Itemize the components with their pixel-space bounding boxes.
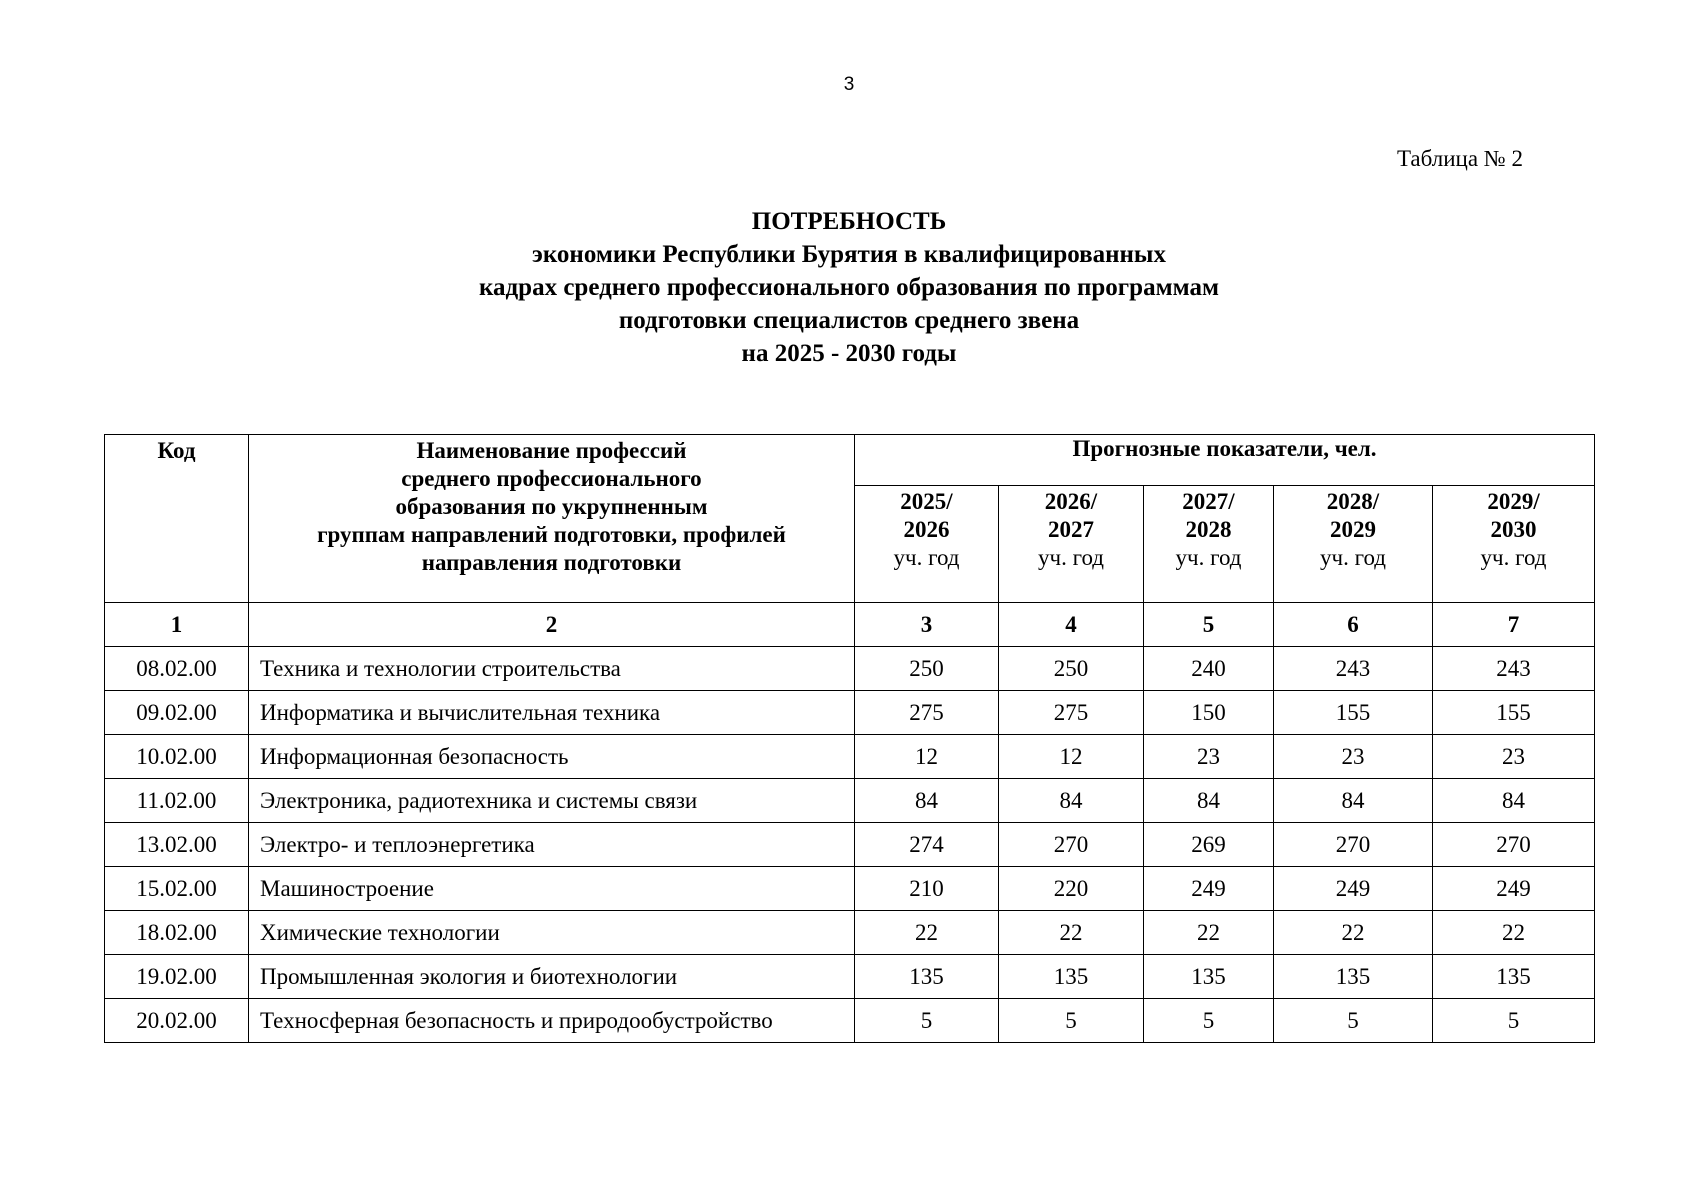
row-value: 270 <box>1433 823 1595 867</box>
year-line: 2029 <box>1330 517 1376 542</box>
year-line: уч. год <box>893 545 960 570</box>
table-row <box>105 691 1595 735</box>
row-value: 5 <box>1274 999 1433 1043</box>
header-year <box>999 486 1144 603</box>
header-name-line: направления подготовки <box>421 550 682 575</box>
table-row <box>105 647 1595 691</box>
row-value: 23 <box>1433 735 1595 779</box>
row-name: Информатика и вычислительная техника <box>249 691 855 735</box>
table-label: Таблица № 2 <box>1396 146 1523 171</box>
row-value: 84 <box>1144 779 1274 823</box>
year-line: 2026/ <box>1044 489 1098 514</box>
header-year <box>1433 486 1595 603</box>
row-name: Электроника, радиотехника и системы связи <box>249 779 855 823</box>
year-line: 2027/ <box>1182 489 1235 514</box>
row-name: Техника и технологии строительства <box>249 647 855 691</box>
year-line: 2028 <box>1185 517 1232 542</box>
demand-table <box>104 434 1595 1043</box>
title-line: на 2025 - 2030 годы <box>741 340 957 367</box>
row-value: 240 <box>1144 647 1274 691</box>
header-year <box>1144 486 1274 603</box>
table-row <box>105 735 1595 779</box>
year-line: 2025/ <box>900 489 953 514</box>
table-row <box>105 779 1595 823</box>
row-value: 220 <box>999 867 1144 911</box>
row-value: 135 <box>1144 955 1274 999</box>
row-name: Химические технологии <box>249 911 855 955</box>
year-line: 2026 <box>903 517 950 542</box>
row-value: 249 <box>1433 867 1595 911</box>
row-value: 22 <box>999 911 1144 955</box>
header-year <box>855 486 999 603</box>
header-name-line: Наименование профессий <box>416 438 687 463</box>
row-value: 270 <box>1274 823 1433 867</box>
row-value: 243 <box>1274 647 1433 691</box>
row-value: 270 <box>999 823 1144 867</box>
row-value: 243 <box>1433 647 1595 691</box>
year-line: 2028/ <box>1326 489 1380 514</box>
table-row <box>105 823 1595 867</box>
title-line: подготовки специалистов среднего звена <box>618 307 1080 334</box>
row-value: 249 <box>1144 867 1274 911</box>
header-forecast: Прогнозные показатели, чел. <box>855 435 1595 486</box>
row-value: 84 <box>855 779 999 823</box>
row-value: 23 <box>1144 735 1274 779</box>
row-code: 13.02.00 <box>105 823 249 867</box>
column-number: 7 <box>1433 603 1595 647</box>
row-code: 20.02.00 <box>105 999 249 1043</box>
row-value: 250 <box>999 647 1144 691</box>
row-value: 150 <box>1144 691 1274 735</box>
title-line: экономики Республики Бурятия в квалифицированных <box>532 241 1166 268</box>
page-number: 3 <box>843 74 855 95</box>
header-name-line: образования по укрупненным <box>395 494 708 519</box>
row-value: 275 <box>999 691 1144 735</box>
row-value: 135 <box>1433 955 1595 999</box>
column-number: 4 <box>999 603 1144 647</box>
row-value: 23 <box>1274 735 1433 779</box>
table-row <box>105 999 1595 1043</box>
row-value: 22 <box>1274 911 1433 955</box>
row-value: 155 <box>1433 691 1595 735</box>
header-name <box>249 435 855 603</box>
row-code: 08.02.00 <box>105 647 249 691</box>
row-value: 269 <box>1144 823 1274 867</box>
year-line: уч. год <box>1175 545 1242 570</box>
year-line: 2029/ <box>1487 489 1540 514</box>
row-value: 22 <box>1144 911 1274 955</box>
header-year <box>1274 486 1433 603</box>
row-name: Промышленная экология и биотехнологии <box>249 955 855 999</box>
year-line: 2027 <box>1048 517 1094 542</box>
row-value: 274 <box>855 823 999 867</box>
row-value: 84 <box>1433 779 1595 823</box>
row-value: 135 <box>1274 955 1433 999</box>
row-code: 09.02.00 <box>105 691 249 735</box>
table-row <box>105 911 1595 955</box>
year-line: уч. год <box>1480 545 1547 570</box>
year-line: уч. год <box>1320 545 1386 570</box>
column-numbers-row <box>105 603 1595 647</box>
column-number: 5 <box>1144 603 1274 647</box>
row-name: Информационная безопасность <box>249 735 855 779</box>
row-value: 155 <box>1274 691 1433 735</box>
row-code: 11.02.00 <box>105 779 249 823</box>
row-value: 12 <box>855 735 999 779</box>
row-code: 19.02.00 <box>105 955 249 999</box>
row-value: 5 <box>1144 999 1274 1043</box>
column-number: 2 <box>249 603 855 647</box>
row-value: 84 <box>999 779 1144 823</box>
header-name-line: группам направлений подготовки, профилей <box>317 522 786 547</box>
header-code: Код <box>105 435 249 603</box>
year-line: 2030 <box>1490 517 1537 542</box>
row-value: 250 <box>855 647 999 691</box>
row-value: 210 <box>855 867 999 911</box>
row-value: 5 <box>855 999 999 1043</box>
row-code: 10.02.00 <box>105 735 249 779</box>
header-name-line: среднего профессионального <box>401 466 702 491</box>
table-row <box>105 867 1595 911</box>
row-value: 12 <box>999 735 1144 779</box>
table-row <box>105 955 1595 999</box>
year-line: уч. год <box>1038 545 1104 570</box>
title-line: кадрах среднего профессионального образования по программам <box>479 274 1219 301</box>
row-value: 5 <box>999 999 1144 1043</box>
row-value: 249 <box>1274 867 1433 911</box>
document-title <box>0 205 1698 370</box>
row-value: 275 <box>855 691 999 735</box>
row-value: 5 <box>1433 999 1595 1043</box>
column-number: 6 <box>1274 603 1433 647</box>
row-value: 135 <box>999 955 1144 999</box>
title-line: ПОТРЕБНОСТЬ <box>751 208 947 235</box>
row-name: Электро- и теплоэнергетика <box>249 823 855 867</box>
row-name: Машиностроение <box>249 867 855 911</box>
row-name: Техносферная безопасность и природообустройство <box>249 999 855 1043</box>
row-value: 22 <box>1433 911 1595 955</box>
column-number: 1 <box>105 603 249 647</box>
row-code: 18.02.00 <box>105 911 249 955</box>
row-value: 84 <box>1274 779 1433 823</box>
row-code: 15.02.00 <box>105 867 249 911</box>
column-number: 3 <box>855 603 999 647</box>
row-value: 22 <box>855 911 999 955</box>
row-value: 135 <box>855 955 999 999</box>
